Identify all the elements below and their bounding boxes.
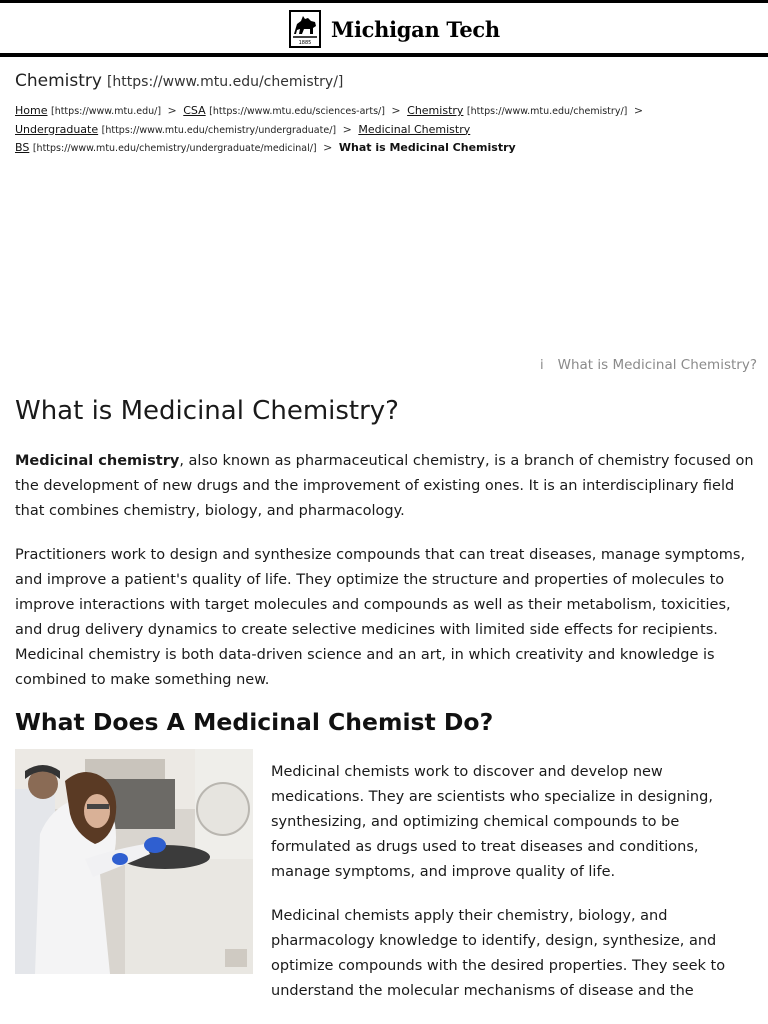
practitioners-paragraph: Practitioners work to design and synthesize compounds that can treat diseases, manage symptoms, and improve a patient's quality of life. They optimize the structure and properties of molecules to improve interactions with target molecules and compounds as well as their metabolism, toxicities, and drug delivery dynamics to create selective medicines with limited side effects for recipients. Medicinal chemistry is both data-driven science and an art, in which creativity and knowledge is combined to make something new. <box>15 547 746 688</box>
page-title: What is Medicinal Chemistry? <box>15 396 399 426</box>
breadcrumb-medicinal-chemistry-bs[interactable]: BS <box>15 141 30 154</box>
breadcrumb-separator: > <box>167 104 177 117</box>
breadcrumb-separator: > <box>323 141 333 154</box>
breadcrumb-medicinal-url: [https://www.mtu.edu/chemistry/undergraduate/medicinal/] <box>32 143 317 154</box>
breadcrumb <box>15 102 755 158</box>
info-icon[interactable]: i <box>539 358 544 373</box>
breadcrumb-medicinal-chemistry[interactable]: Medicinal Chemistry <box>358 122 471 136</box>
section-title: What Does A Medicinal Chemist Do? <box>15 708 494 736</box>
logo-year: 1885 <box>298 40 312 46</box>
breadcrumb-home[interactable]: Home <box>15 104 48 117</box>
breadcrumb-undergraduate[interactable]: Undergraduate <box>15 122 99 136</box>
logo-wordmark: Michigan Tech <box>331 16 500 42</box>
intro-text: , also known as pharmaceutical chemistry, is a branch of chemistry focused on the development of new drugs and the improvement of existing ones. It is an interdisciplinary field that combines chemistry, biology, and pharmacology. <box>15 453 754 519</box>
breadcrumb-separator: > <box>342 122 352 136</box>
breadcrumb-home-url: [https://www.mtu.edu/] <box>50 106 162 117</box>
intro-bold-term: Medicinal chemistry <box>15 453 180 469</box>
site-title[interactable] <box>15 71 343 91</box>
site-header <box>0 0 768 57</box>
breadcrumb-undergraduate-url: [https://www.mtu.edu/chemistry/undergraduate/] <box>101 124 337 136</box>
intro-paragraph <box>15 449 755 524</box>
breadcrumb-chemistry[interactable]: Chemistry <box>407 104 464 117</box>
michigan-tech-logo[interactable] <box>289 10 500 48</box>
breadcrumb-separator: > <box>633 104 644 117</box>
breadcrumb-current: What is Medicinal Chemistry <box>338 141 516 154</box>
lab-photo <box>15 749 253 974</box>
breadcrumb-csa[interactable]: CSA <box>183 104 206 117</box>
site-title-url: [https://www.mtu.edu/chemistry/] <box>106 74 344 90</box>
chemist-skills-paragraph: Medicinal chemists apply their chemistry, biology, and pharmacology knowledge to identify, design, synthesize, and optimize compounds with the desired properties. They seek to understand the molecular mechanisms of disease and the <box>271 908 726 999</box>
breadcrumb-chemistry-url: [https://www.mtu.edu/chemistry/] <box>466 106 628 117</box>
hero-caption-text: What is Medicinal Chemistry? <box>557 357 757 373</box>
hero-image-caption <box>540 357 757 373</box>
breadcrumb-separator: > <box>391 104 401 117</box>
chemist-role-paragraph: Medicinal chemists work to discover and develop new medications. They are scientists who specialize in designing, synthesizing, and optimizing chemical compounds to be formulated as drugs used to treat diseases and conditions, manage symptoms, and improve quality of life. <box>271 764 713 880</box>
breadcrumb-csa-url: [https://www.mtu.edu/sciences-arts/] <box>209 106 385 117</box>
husky-shield-icon <box>289 10 321 48</box>
site-title-label: Chemistry <box>15 71 102 91</box>
